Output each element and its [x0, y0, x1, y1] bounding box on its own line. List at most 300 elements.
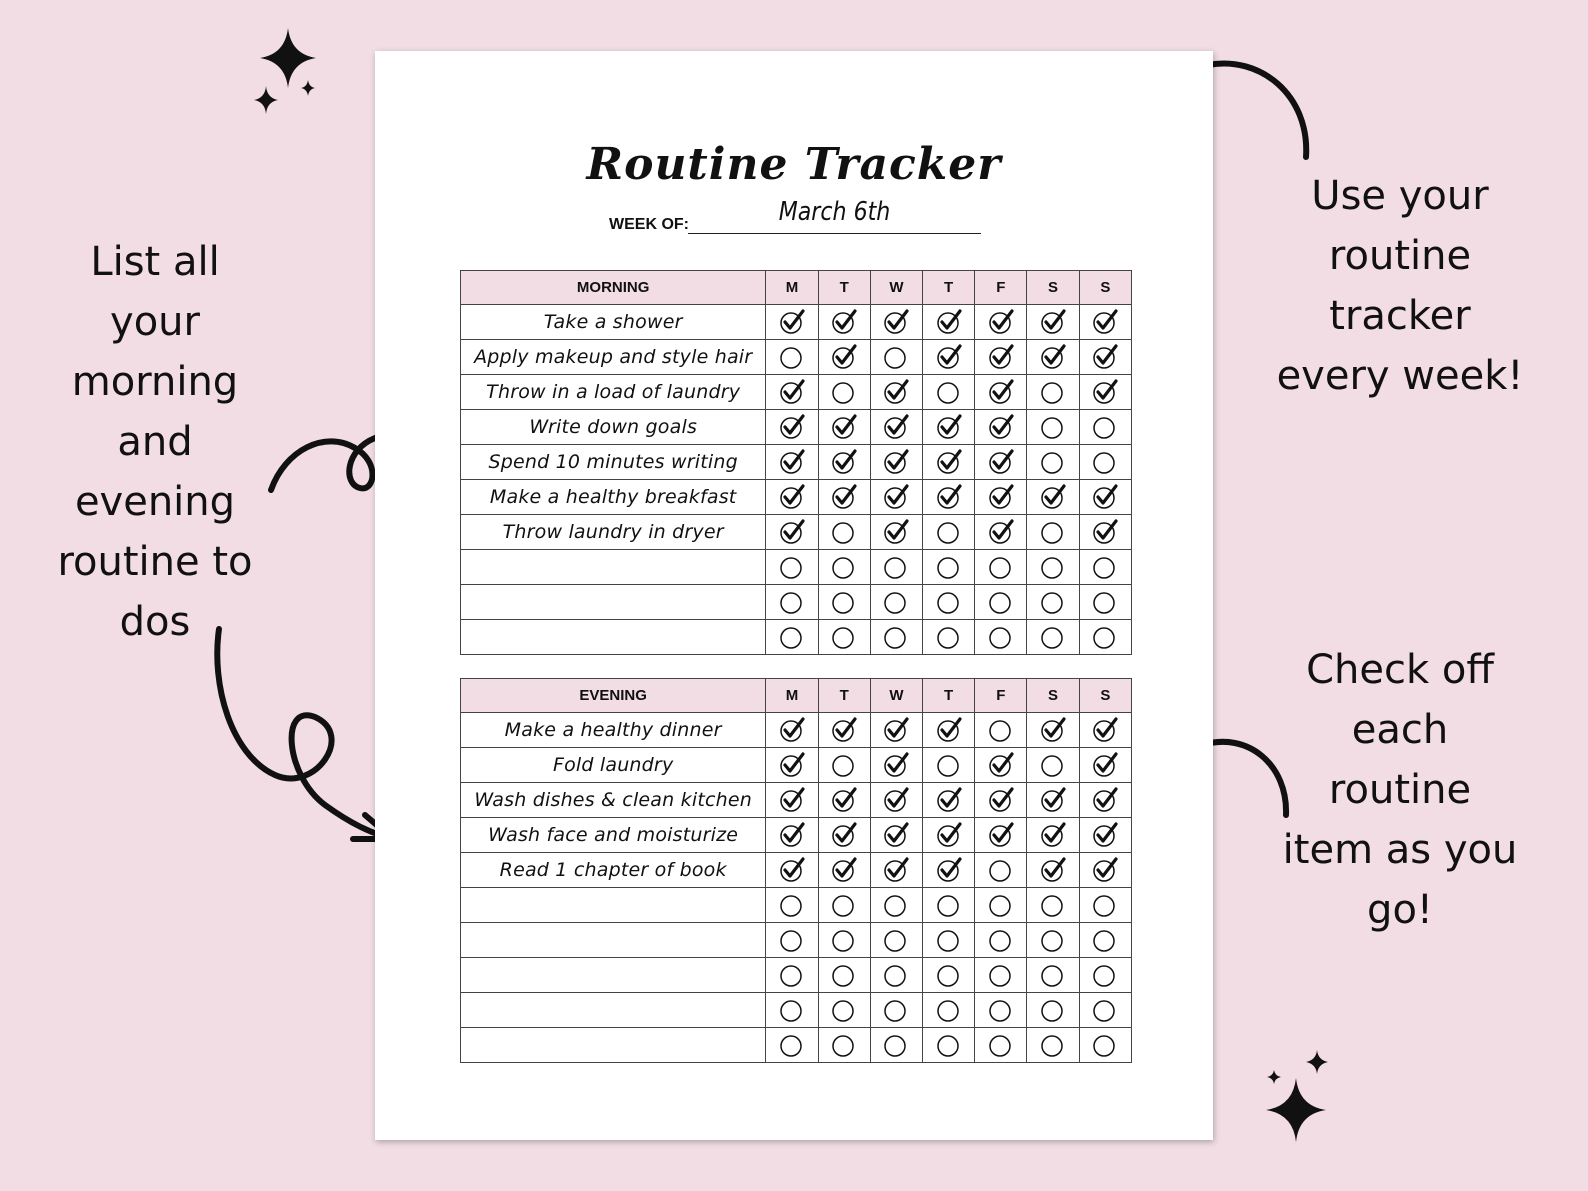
check-cell[interactable]	[870, 585, 922, 620]
empty-circle-icon[interactable]	[1040, 449, 1066, 475]
empty-circle-icon[interactable]	[936, 927, 962, 953]
checked-circle-icon[interactable]	[883, 717, 909, 743]
check-cell[interactable]	[870, 818, 922, 853]
checked-circle-icon[interactable]	[988, 787, 1014, 813]
task-cell[interactable]: Make a healthy dinner	[461, 713, 766, 748]
task-cell[interactable]	[461, 993, 766, 1028]
check-cell[interactable]	[818, 585, 870, 620]
task-cell[interactable]: Wash face and moisturize	[461, 818, 766, 853]
empty-circle-icon[interactable]	[883, 927, 909, 953]
check-cell[interactable]	[1079, 1028, 1131, 1063]
check-cell[interactable]	[766, 515, 818, 550]
check-cell[interactable]	[818, 1028, 870, 1063]
empty-circle-icon[interactable]	[1092, 997, 1118, 1023]
check-cell[interactable]	[1027, 620, 1079, 655]
empty-circle-icon[interactable]	[936, 997, 962, 1023]
empty-circle-icon[interactable]	[831, 379, 857, 405]
checked-circle-icon[interactable]	[1092, 484, 1118, 510]
checked-circle-icon[interactable]	[988, 752, 1014, 778]
checked-circle-icon[interactable]	[1040, 857, 1066, 883]
empty-circle-icon[interactable]	[1040, 519, 1066, 545]
check-cell[interactable]	[1027, 818, 1079, 853]
empty-circle-icon[interactable]	[1092, 892, 1118, 918]
checked-circle-icon[interactable]	[883, 787, 909, 813]
task-cell[interactable]: Write down goals	[461, 410, 766, 445]
empty-circle-icon[interactable]	[883, 589, 909, 615]
check-cell[interactable]	[766, 888, 818, 923]
check-cell[interactable]	[870, 340, 922, 375]
check-cell[interactable]	[766, 480, 818, 515]
check-cell[interactable]	[818, 748, 870, 783]
checked-circle-icon[interactable]	[779, 857, 805, 883]
check-cell[interactable]	[818, 923, 870, 958]
check-cell[interactable]	[818, 340, 870, 375]
checked-circle-icon[interactable]	[779, 414, 805, 440]
check-cell[interactable]	[1079, 585, 1131, 620]
check-cell[interactable]	[766, 748, 818, 783]
check-cell[interactable]	[923, 410, 975, 445]
check-cell[interactable]	[870, 748, 922, 783]
checked-circle-icon[interactable]	[988, 379, 1014, 405]
checked-circle-icon[interactable]	[1092, 717, 1118, 743]
empty-circle-icon[interactable]	[1092, 624, 1118, 650]
check-cell[interactable]	[1079, 340, 1131, 375]
check-cell[interactable]	[1027, 340, 1079, 375]
task-cell[interactable]	[461, 550, 766, 585]
check-cell[interactable]	[818, 375, 870, 410]
task-cell[interactable]: Fold laundry	[461, 748, 766, 783]
checked-circle-icon[interactable]	[1092, 752, 1118, 778]
check-cell[interactable]	[1079, 993, 1131, 1028]
checked-circle-icon[interactable]	[883, 309, 909, 335]
task-cell[interactable]: Throw laundry in dryer	[461, 515, 766, 550]
check-cell[interactable]	[1079, 853, 1131, 888]
check-cell[interactable]	[923, 888, 975, 923]
checked-circle-icon[interactable]	[988, 484, 1014, 510]
empty-circle-icon[interactable]	[883, 962, 909, 988]
checked-circle-icon[interactable]	[883, 379, 909, 405]
check-cell[interactable]	[766, 410, 818, 445]
checked-circle-icon[interactable]	[1092, 857, 1118, 883]
checked-circle-icon[interactable]	[779, 484, 805, 510]
check-cell[interactable]	[923, 818, 975, 853]
check-cell[interactable]	[870, 993, 922, 1028]
task-cell[interactable]	[461, 958, 766, 993]
empty-circle-icon[interactable]	[936, 1032, 962, 1058]
task-cell[interactable]	[461, 888, 766, 923]
checked-circle-icon[interactable]	[779, 717, 805, 743]
check-cell[interactable]	[1027, 783, 1079, 818]
checked-circle-icon[interactable]	[883, 414, 909, 440]
check-cell[interactable]	[1027, 480, 1079, 515]
empty-circle-icon[interactable]	[936, 624, 962, 650]
check-cell[interactable]	[1079, 958, 1131, 993]
check-cell[interactable]	[1079, 888, 1131, 923]
checked-circle-icon[interactable]	[831, 414, 857, 440]
check-cell[interactable]	[1027, 888, 1079, 923]
empty-circle-icon[interactable]	[936, 519, 962, 545]
check-cell[interactable]	[870, 305, 922, 340]
checked-circle-icon[interactable]	[883, 857, 909, 883]
check-cell[interactable]	[975, 620, 1027, 655]
empty-circle-icon[interactable]	[883, 892, 909, 918]
check-cell[interactable]	[923, 445, 975, 480]
empty-circle-icon[interactable]	[831, 892, 857, 918]
task-cell[interactable]: Wash dishes & clean kitchen	[461, 783, 766, 818]
check-cell[interactable]	[766, 783, 818, 818]
checked-circle-icon[interactable]	[831, 787, 857, 813]
check-cell[interactable]	[1079, 783, 1131, 818]
checked-circle-icon[interactable]	[883, 484, 909, 510]
check-cell[interactable]	[818, 620, 870, 655]
check-cell[interactable]	[975, 958, 1027, 993]
checked-circle-icon[interactable]	[988, 309, 1014, 335]
checked-circle-icon[interactable]	[831, 717, 857, 743]
check-cell[interactable]	[818, 515, 870, 550]
empty-circle-icon[interactable]	[988, 554, 1014, 580]
check-cell[interactable]	[923, 375, 975, 410]
check-cell[interactable]	[975, 783, 1027, 818]
empty-circle-icon[interactable]	[988, 892, 1014, 918]
empty-circle-icon[interactable]	[936, 554, 962, 580]
check-cell[interactable]	[1027, 748, 1079, 783]
checked-circle-icon[interactable]	[779, 752, 805, 778]
empty-circle-icon[interactable]	[831, 554, 857, 580]
check-cell[interactable]	[1027, 993, 1079, 1028]
check-cell[interactable]	[1079, 748, 1131, 783]
empty-circle-icon[interactable]	[779, 927, 805, 953]
empty-circle-icon[interactable]	[1092, 927, 1118, 953]
checked-circle-icon[interactable]	[883, 752, 909, 778]
check-cell[interactable]	[766, 993, 818, 1028]
check-cell[interactable]	[1027, 923, 1079, 958]
check-cell[interactable]	[975, 410, 1027, 445]
check-cell[interactable]	[766, 853, 818, 888]
check-cell[interactable]	[975, 480, 1027, 515]
empty-circle-icon[interactable]	[779, 962, 805, 988]
empty-circle-icon[interactable]	[779, 589, 805, 615]
check-cell[interactable]	[870, 375, 922, 410]
check-cell[interactable]	[1027, 550, 1079, 585]
check-cell[interactable]	[923, 958, 975, 993]
check-cell[interactable]	[870, 550, 922, 585]
check-cell[interactable]	[1027, 515, 1079, 550]
checked-circle-icon[interactable]	[936, 717, 962, 743]
check-cell[interactable]	[1027, 305, 1079, 340]
empty-circle-icon[interactable]	[1040, 962, 1066, 988]
check-cell[interactable]	[975, 713, 1027, 748]
empty-circle-icon[interactable]	[936, 589, 962, 615]
empty-circle-icon[interactable]	[988, 997, 1014, 1023]
check-cell[interactable]	[818, 993, 870, 1028]
task-cell[interactable]: Apply makeup and style hair	[461, 340, 766, 375]
empty-circle-icon[interactable]	[1040, 414, 1066, 440]
checked-circle-icon[interactable]	[936, 857, 962, 883]
check-cell[interactable]	[818, 480, 870, 515]
task-cell[interactable]	[461, 585, 766, 620]
check-cell[interactable]	[1027, 958, 1079, 993]
checked-circle-icon[interactable]	[831, 344, 857, 370]
empty-circle-icon[interactable]	[1092, 554, 1118, 580]
check-cell[interactable]	[975, 515, 1027, 550]
check-cell[interactable]	[766, 923, 818, 958]
check-cell[interactable]	[1027, 1028, 1079, 1063]
check-cell[interactable]	[818, 783, 870, 818]
check-cell[interactable]	[1079, 305, 1131, 340]
empty-circle-icon[interactable]	[779, 344, 805, 370]
checked-circle-icon[interactable]	[988, 449, 1014, 475]
check-cell[interactable]	[1079, 375, 1131, 410]
empty-circle-icon[interactable]	[1040, 927, 1066, 953]
check-cell[interactable]	[1079, 410, 1131, 445]
empty-circle-icon[interactable]	[831, 624, 857, 650]
check-cell[interactable]	[870, 713, 922, 748]
checked-circle-icon[interactable]	[1092, 519, 1118, 545]
check-cell[interactable]	[975, 888, 1027, 923]
checked-circle-icon[interactable]	[1092, 309, 1118, 335]
empty-circle-icon[interactable]	[1040, 554, 1066, 580]
check-cell[interactable]	[870, 410, 922, 445]
checked-circle-icon[interactable]	[936, 822, 962, 848]
check-cell[interactable]	[818, 853, 870, 888]
checked-circle-icon[interactable]	[1092, 344, 1118, 370]
checked-circle-icon[interactable]	[936, 309, 962, 335]
empty-circle-icon[interactable]	[883, 1032, 909, 1058]
check-cell[interactable]	[818, 305, 870, 340]
checked-circle-icon[interactable]	[936, 484, 962, 510]
check-cell[interactable]	[766, 958, 818, 993]
checked-circle-icon[interactable]	[988, 519, 1014, 545]
task-cell[interactable]: Throw in a load of laundry	[461, 375, 766, 410]
check-cell[interactable]	[870, 783, 922, 818]
check-cell[interactable]	[1027, 713, 1079, 748]
check-cell[interactable]	[766, 340, 818, 375]
checked-circle-icon[interactable]	[779, 822, 805, 848]
task-cell[interactable]	[461, 923, 766, 958]
check-cell[interactable]	[975, 818, 1027, 853]
empty-circle-icon[interactable]	[779, 892, 805, 918]
check-cell[interactable]	[870, 445, 922, 480]
check-cell[interactable]	[766, 585, 818, 620]
checked-circle-icon[interactable]	[1040, 822, 1066, 848]
checked-circle-icon[interactable]	[831, 449, 857, 475]
checked-circle-icon[interactable]	[936, 414, 962, 440]
empty-circle-icon[interactable]	[936, 379, 962, 405]
check-cell[interactable]	[923, 1028, 975, 1063]
checked-circle-icon[interactable]	[779, 449, 805, 475]
empty-circle-icon[interactable]	[831, 589, 857, 615]
empty-circle-icon[interactable]	[1092, 449, 1118, 475]
check-cell[interactable]	[870, 620, 922, 655]
empty-circle-icon[interactable]	[988, 589, 1014, 615]
empty-circle-icon[interactable]	[1040, 892, 1066, 918]
task-cell[interactable]: Make a healthy breakfast	[461, 480, 766, 515]
check-cell[interactable]	[870, 958, 922, 993]
check-cell[interactable]	[1079, 515, 1131, 550]
check-cell[interactable]	[975, 1028, 1027, 1063]
checked-circle-icon[interactable]	[831, 309, 857, 335]
empty-circle-icon[interactable]	[988, 717, 1014, 743]
check-cell[interactable]	[923, 480, 975, 515]
check-cell[interactable]	[975, 305, 1027, 340]
empty-circle-icon[interactable]	[779, 997, 805, 1023]
empty-circle-icon[interactable]	[831, 927, 857, 953]
check-cell[interactable]	[975, 445, 1027, 480]
check-cell[interactable]	[1027, 410, 1079, 445]
empty-circle-icon[interactable]	[883, 624, 909, 650]
check-cell[interactable]	[975, 853, 1027, 888]
check-cell[interactable]	[766, 550, 818, 585]
check-cell[interactable]	[975, 375, 1027, 410]
checked-circle-icon[interactable]	[883, 519, 909, 545]
check-cell[interactable]	[1079, 620, 1131, 655]
check-cell[interactable]	[870, 888, 922, 923]
checked-circle-icon[interactable]	[1040, 787, 1066, 813]
empty-circle-icon[interactable]	[936, 892, 962, 918]
check-cell[interactable]	[818, 818, 870, 853]
empty-circle-icon[interactable]	[936, 962, 962, 988]
check-cell[interactable]	[923, 783, 975, 818]
check-cell[interactable]	[923, 713, 975, 748]
empty-circle-icon[interactable]	[831, 1032, 857, 1058]
checked-circle-icon[interactable]	[1092, 822, 1118, 848]
check-cell[interactable]	[1079, 923, 1131, 958]
empty-circle-icon[interactable]	[1040, 1032, 1066, 1058]
check-cell[interactable]	[975, 550, 1027, 585]
checked-circle-icon[interactable]	[988, 414, 1014, 440]
check-cell[interactable]	[923, 923, 975, 958]
empty-circle-icon[interactable]	[936, 752, 962, 778]
checked-circle-icon[interactable]	[936, 449, 962, 475]
task-cell[interactable]: Read 1 chapter of book	[461, 853, 766, 888]
check-cell[interactable]	[818, 888, 870, 923]
check-cell[interactable]	[975, 585, 1027, 620]
check-cell[interactable]	[818, 410, 870, 445]
check-cell[interactable]	[870, 923, 922, 958]
empty-circle-icon[interactable]	[988, 962, 1014, 988]
check-cell[interactable]	[1027, 853, 1079, 888]
check-cell[interactable]	[1027, 375, 1079, 410]
check-cell[interactable]	[870, 515, 922, 550]
checked-circle-icon[interactable]	[831, 857, 857, 883]
check-cell[interactable]	[923, 853, 975, 888]
checked-circle-icon[interactable]	[779, 379, 805, 405]
check-cell[interactable]	[923, 340, 975, 375]
empty-circle-icon[interactable]	[1092, 589, 1118, 615]
check-cell[interactable]	[975, 748, 1027, 783]
empty-circle-icon[interactable]	[831, 519, 857, 545]
check-cell[interactable]	[1079, 713, 1131, 748]
empty-circle-icon[interactable]	[831, 962, 857, 988]
check-cell[interactable]	[923, 585, 975, 620]
empty-circle-icon[interactable]	[1040, 752, 1066, 778]
checked-circle-icon[interactable]	[1092, 379, 1118, 405]
check-cell[interactable]	[1079, 445, 1131, 480]
empty-circle-icon[interactable]	[779, 624, 805, 650]
empty-circle-icon[interactable]	[988, 1032, 1014, 1058]
checked-circle-icon[interactable]	[1040, 309, 1066, 335]
checked-circle-icon[interactable]	[1040, 344, 1066, 370]
check-cell[interactable]	[1027, 585, 1079, 620]
check-cell[interactable]	[870, 1028, 922, 1063]
checked-circle-icon[interactable]	[779, 309, 805, 335]
check-cell[interactable]	[975, 923, 1027, 958]
check-cell[interactable]	[975, 993, 1027, 1028]
task-cell[interactable]: Spend 10 minutes writing	[461, 445, 766, 480]
empty-circle-icon[interactable]	[779, 554, 805, 580]
empty-circle-icon[interactable]	[831, 997, 857, 1023]
task-cell[interactable]	[461, 620, 766, 655]
checked-circle-icon[interactable]	[988, 822, 1014, 848]
check-cell[interactable]	[766, 713, 818, 748]
check-cell[interactable]	[766, 620, 818, 655]
checked-circle-icon[interactable]	[936, 787, 962, 813]
empty-circle-icon[interactable]	[1040, 589, 1066, 615]
empty-circle-icon[interactable]	[1092, 1032, 1118, 1058]
checked-circle-icon[interactable]	[988, 344, 1014, 370]
empty-circle-icon[interactable]	[1040, 379, 1066, 405]
checked-circle-icon[interactable]	[1040, 717, 1066, 743]
checked-circle-icon[interactable]	[831, 484, 857, 510]
check-cell[interactable]	[923, 550, 975, 585]
check-cell[interactable]	[1079, 480, 1131, 515]
check-cell[interactable]	[766, 305, 818, 340]
checked-circle-icon[interactable]	[936, 344, 962, 370]
check-cell[interactable]	[923, 620, 975, 655]
check-cell[interactable]	[818, 445, 870, 480]
check-cell[interactable]	[818, 550, 870, 585]
check-cell[interactable]	[766, 445, 818, 480]
checked-circle-icon[interactable]	[779, 519, 805, 545]
checked-circle-icon[interactable]	[883, 449, 909, 475]
empty-circle-icon[interactable]	[883, 344, 909, 370]
check-cell[interactable]	[1027, 445, 1079, 480]
empty-circle-icon[interactable]	[988, 624, 1014, 650]
check-cell[interactable]	[923, 515, 975, 550]
empty-circle-icon[interactable]	[1092, 962, 1118, 988]
check-cell[interactable]	[923, 993, 975, 1028]
empty-circle-icon[interactable]	[988, 857, 1014, 883]
check-cell[interactable]	[818, 713, 870, 748]
empty-circle-icon[interactable]	[831, 752, 857, 778]
check-cell[interactable]	[923, 305, 975, 340]
empty-circle-icon[interactable]	[883, 554, 909, 580]
checked-circle-icon[interactable]	[1092, 787, 1118, 813]
checked-circle-icon[interactable]	[883, 822, 909, 848]
empty-circle-icon[interactable]	[779, 1032, 805, 1058]
check-cell[interactable]	[975, 340, 1027, 375]
check-cell[interactable]	[766, 818, 818, 853]
check-cell[interactable]	[923, 748, 975, 783]
check-cell[interactable]	[766, 1028, 818, 1063]
checked-circle-icon[interactable]	[1040, 484, 1066, 510]
empty-circle-icon[interactable]	[883, 997, 909, 1023]
empty-circle-icon[interactable]	[1092, 414, 1118, 440]
task-cell[interactable]	[461, 1028, 766, 1063]
empty-circle-icon[interactable]	[1040, 624, 1066, 650]
checked-circle-icon[interactable]	[831, 822, 857, 848]
empty-circle-icon[interactable]	[988, 927, 1014, 953]
check-cell[interactable]	[766, 375, 818, 410]
check-cell[interactable]	[870, 480, 922, 515]
checked-circle-icon[interactable]	[779, 787, 805, 813]
empty-circle-icon[interactable]	[1040, 997, 1066, 1023]
check-cell[interactable]	[870, 853, 922, 888]
check-cell[interactable]	[818, 958, 870, 993]
check-cell[interactable]	[1079, 550, 1131, 585]
task-cell[interactable]: Take a shower	[461, 305, 766, 340]
check-cell[interactable]	[1079, 818, 1131, 853]
